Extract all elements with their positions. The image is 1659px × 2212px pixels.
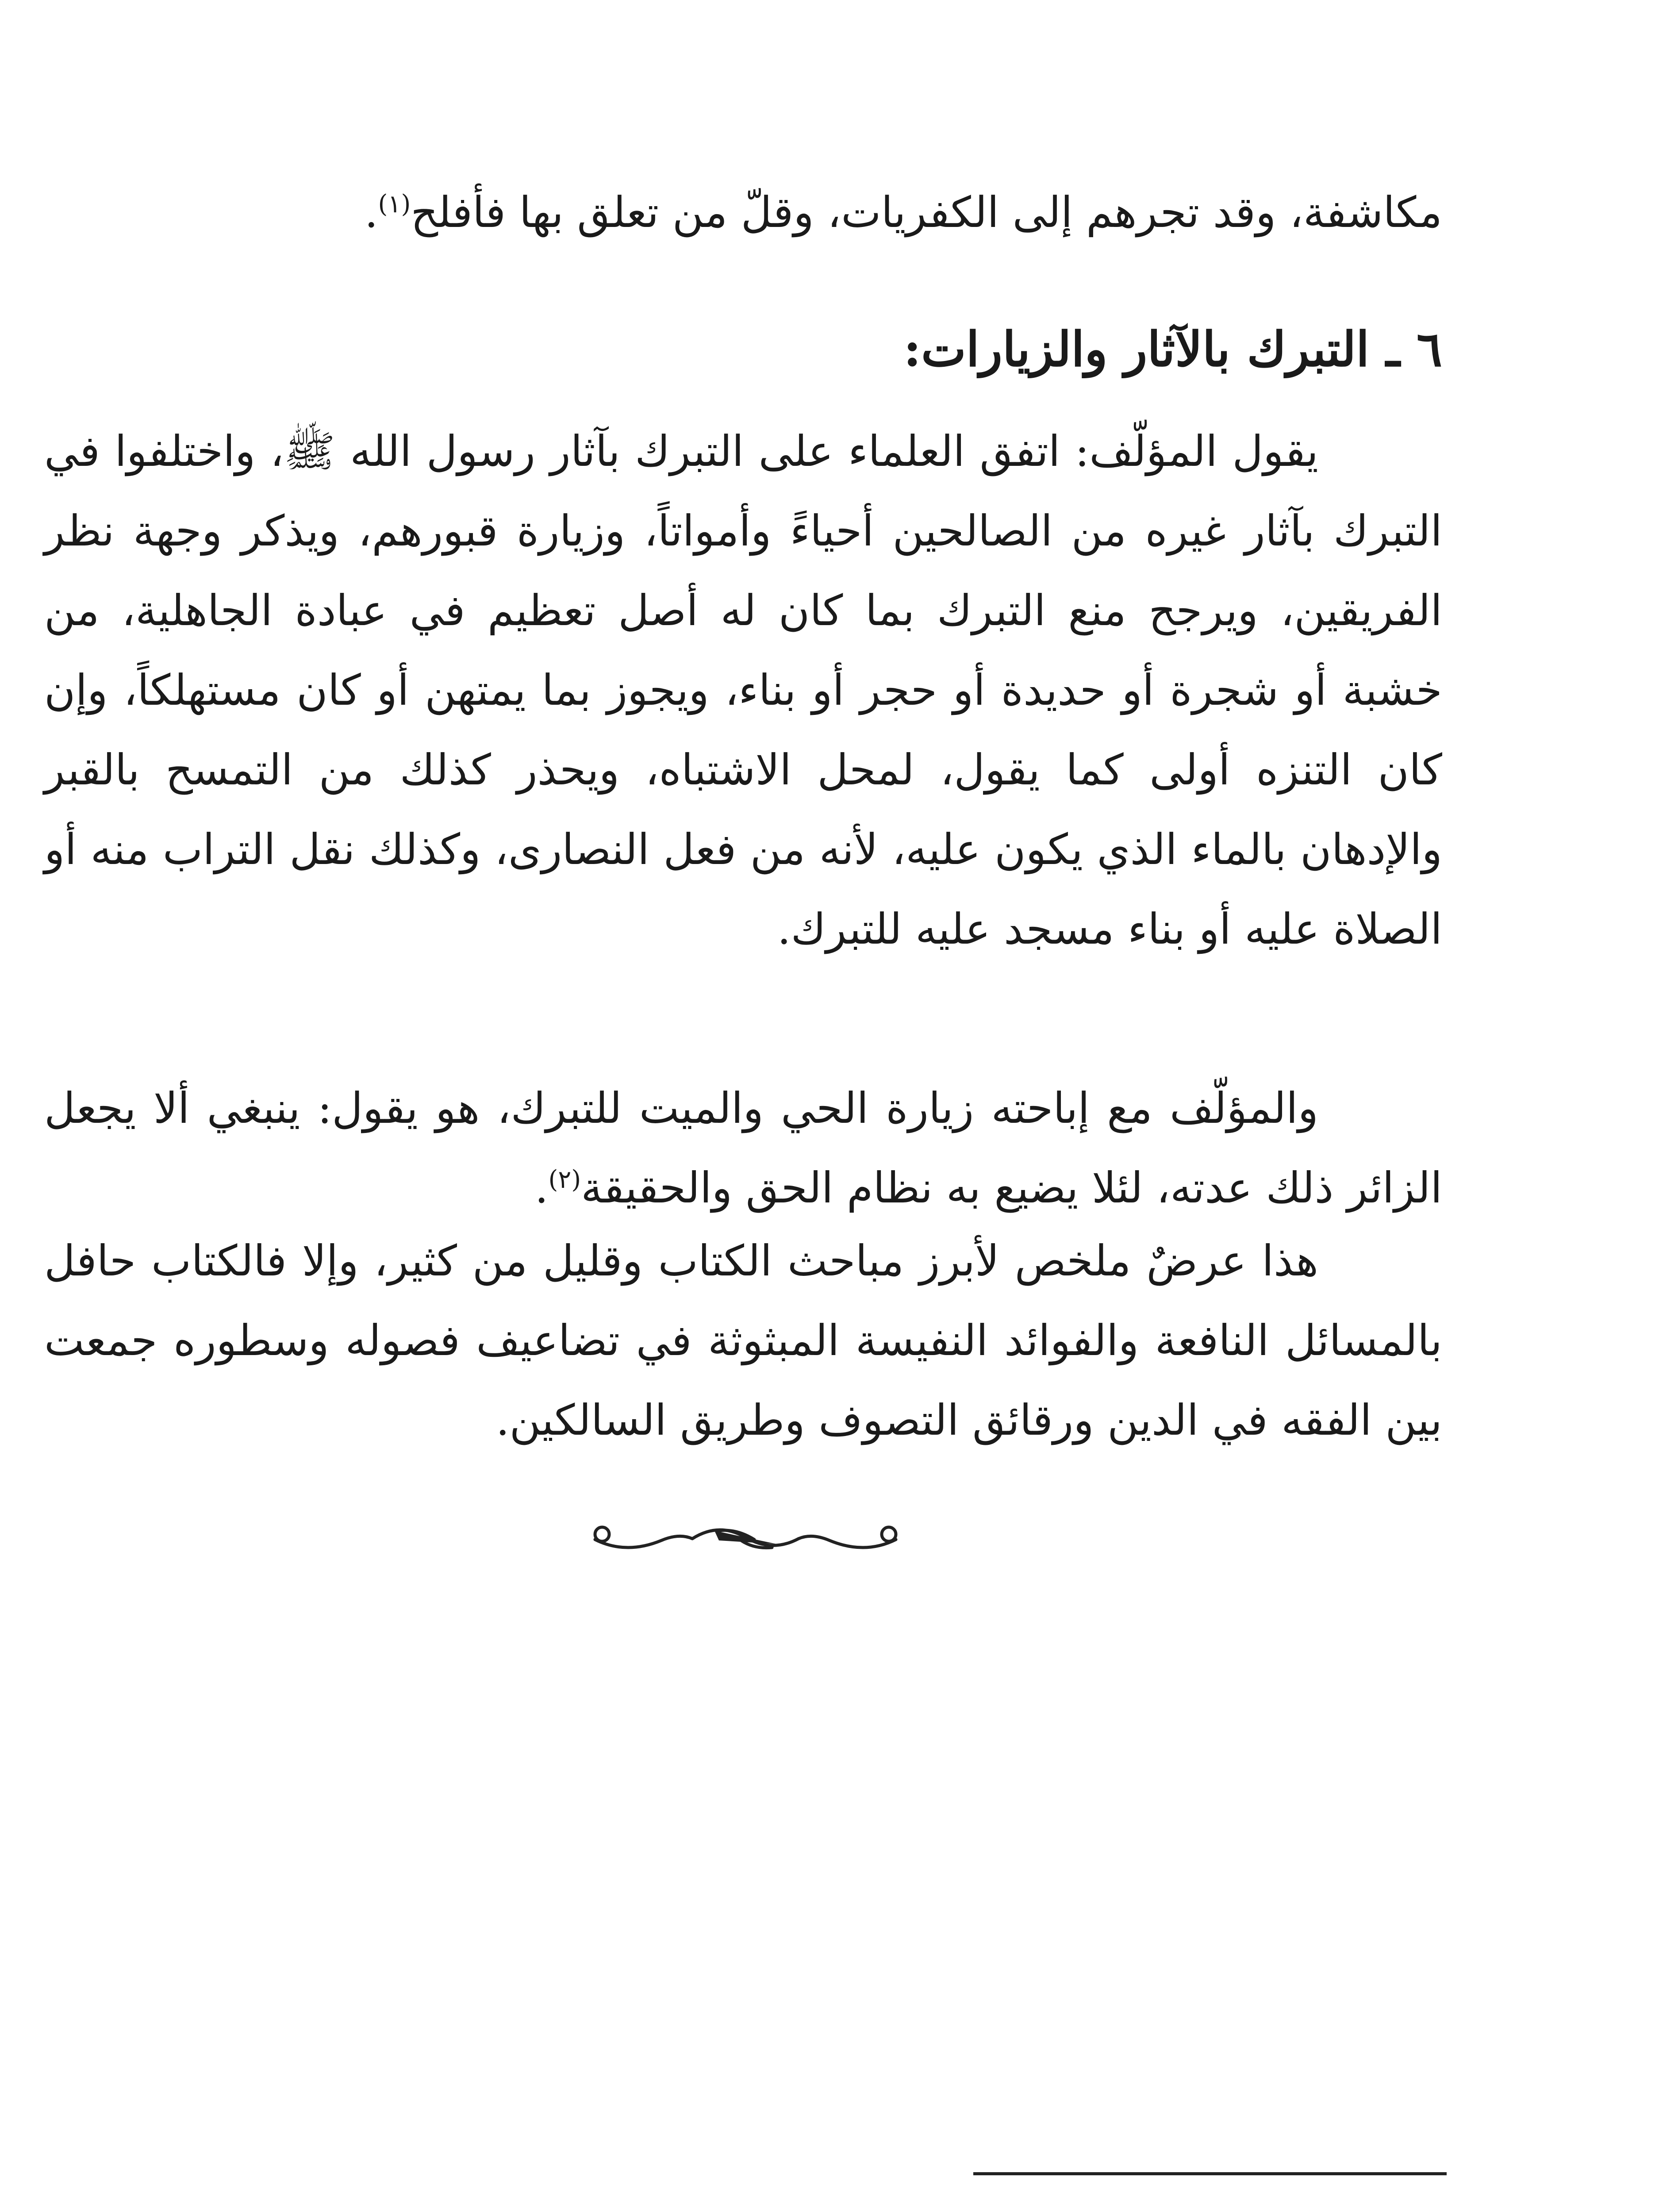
intro-text: مكاشفة، وقد تجرهم إلى الكفريات، وقلّ من تعلق بها فأفلح bbox=[411, 188, 1442, 237]
paragraph-3 bbox=[44, 1221, 1442, 1460]
paragraph-2-end: . bbox=[534, 1163, 549, 1213]
paragraph-2 bbox=[44, 1068, 1442, 1228]
footnotes bbox=[619, 2208, 1442, 2212]
intro-end: . bbox=[365, 188, 378, 237]
paragraph-3-text: هذا عرضٌ ملخص لأبرز مباحث الكتاب وقليل من كثير، وإلا فالكتاب حافل بالمسائل النافعة والفوائد النفيسة المبثوثة في تضاعيف فصوله وسطوره جمعت بين الفقه في الدين ورقائق التصوف وطريق السالكين. bbox=[44, 1236, 1442, 1445]
footnote-1 bbox=[619, 2208, 1442, 2212]
paragraph-2-text: والمؤلّف مع إباحته زيارة الحي والميت للتبرك، هو يقول: ينبغي ألا يجعل الزائر ذلك عدته، لئلا يضيع به نظام الحق والحقيقة bbox=[44, 1083, 1442, 1213]
intro-paragraph bbox=[44, 173, 1442, 252]
footnote-separator bbox=[973, 2172, 1447, 2175]
paragraph-1 bbox=[44, 411, 1442, 969]
footnote-ref-2: (٢) bbox=[548, 1165, 581, 1194]
paragraph-1-text: يقول المؤلّف: اتفق العلماء على التبرك بآثار رسول الله ﷺ، واختلفوا في التبرك بآثار غيره من الصالحين أحياءً وأمواتاً، وزيارة قبورهم، ويذكر وجهة نظر الفريقين، ويرجح منع التبرك بما كان له أصل تعظيم في عبادة الجاهلية، من خشبة أو شجرة أو حديدة أو حجر أو بناء، ويجوز بما يمتهن أو كان مستهلكاً، وإن كان التنزه أولى كما يقول، لمحل الاشتباه، ويحذر كذلك من التمسح بالقبر والإدهان بالماء الذي يكون عليه، لأنه من فعل النصارى، وكذلك نقل التراب منه أو الصلاة عليه أو بناء مسجد عليه للتبرك. bbox=[44, 426, 1442, 954]
divider-flourish-icon bbox=[586, 1513, 905, 1562]
section-heading: ٦ ـ التبرك بالآثار والزيارات: bbox=[903, 322, 1442, 377]
footnote-ref-1: (١) bbox=[378, 190, 411, 219]
